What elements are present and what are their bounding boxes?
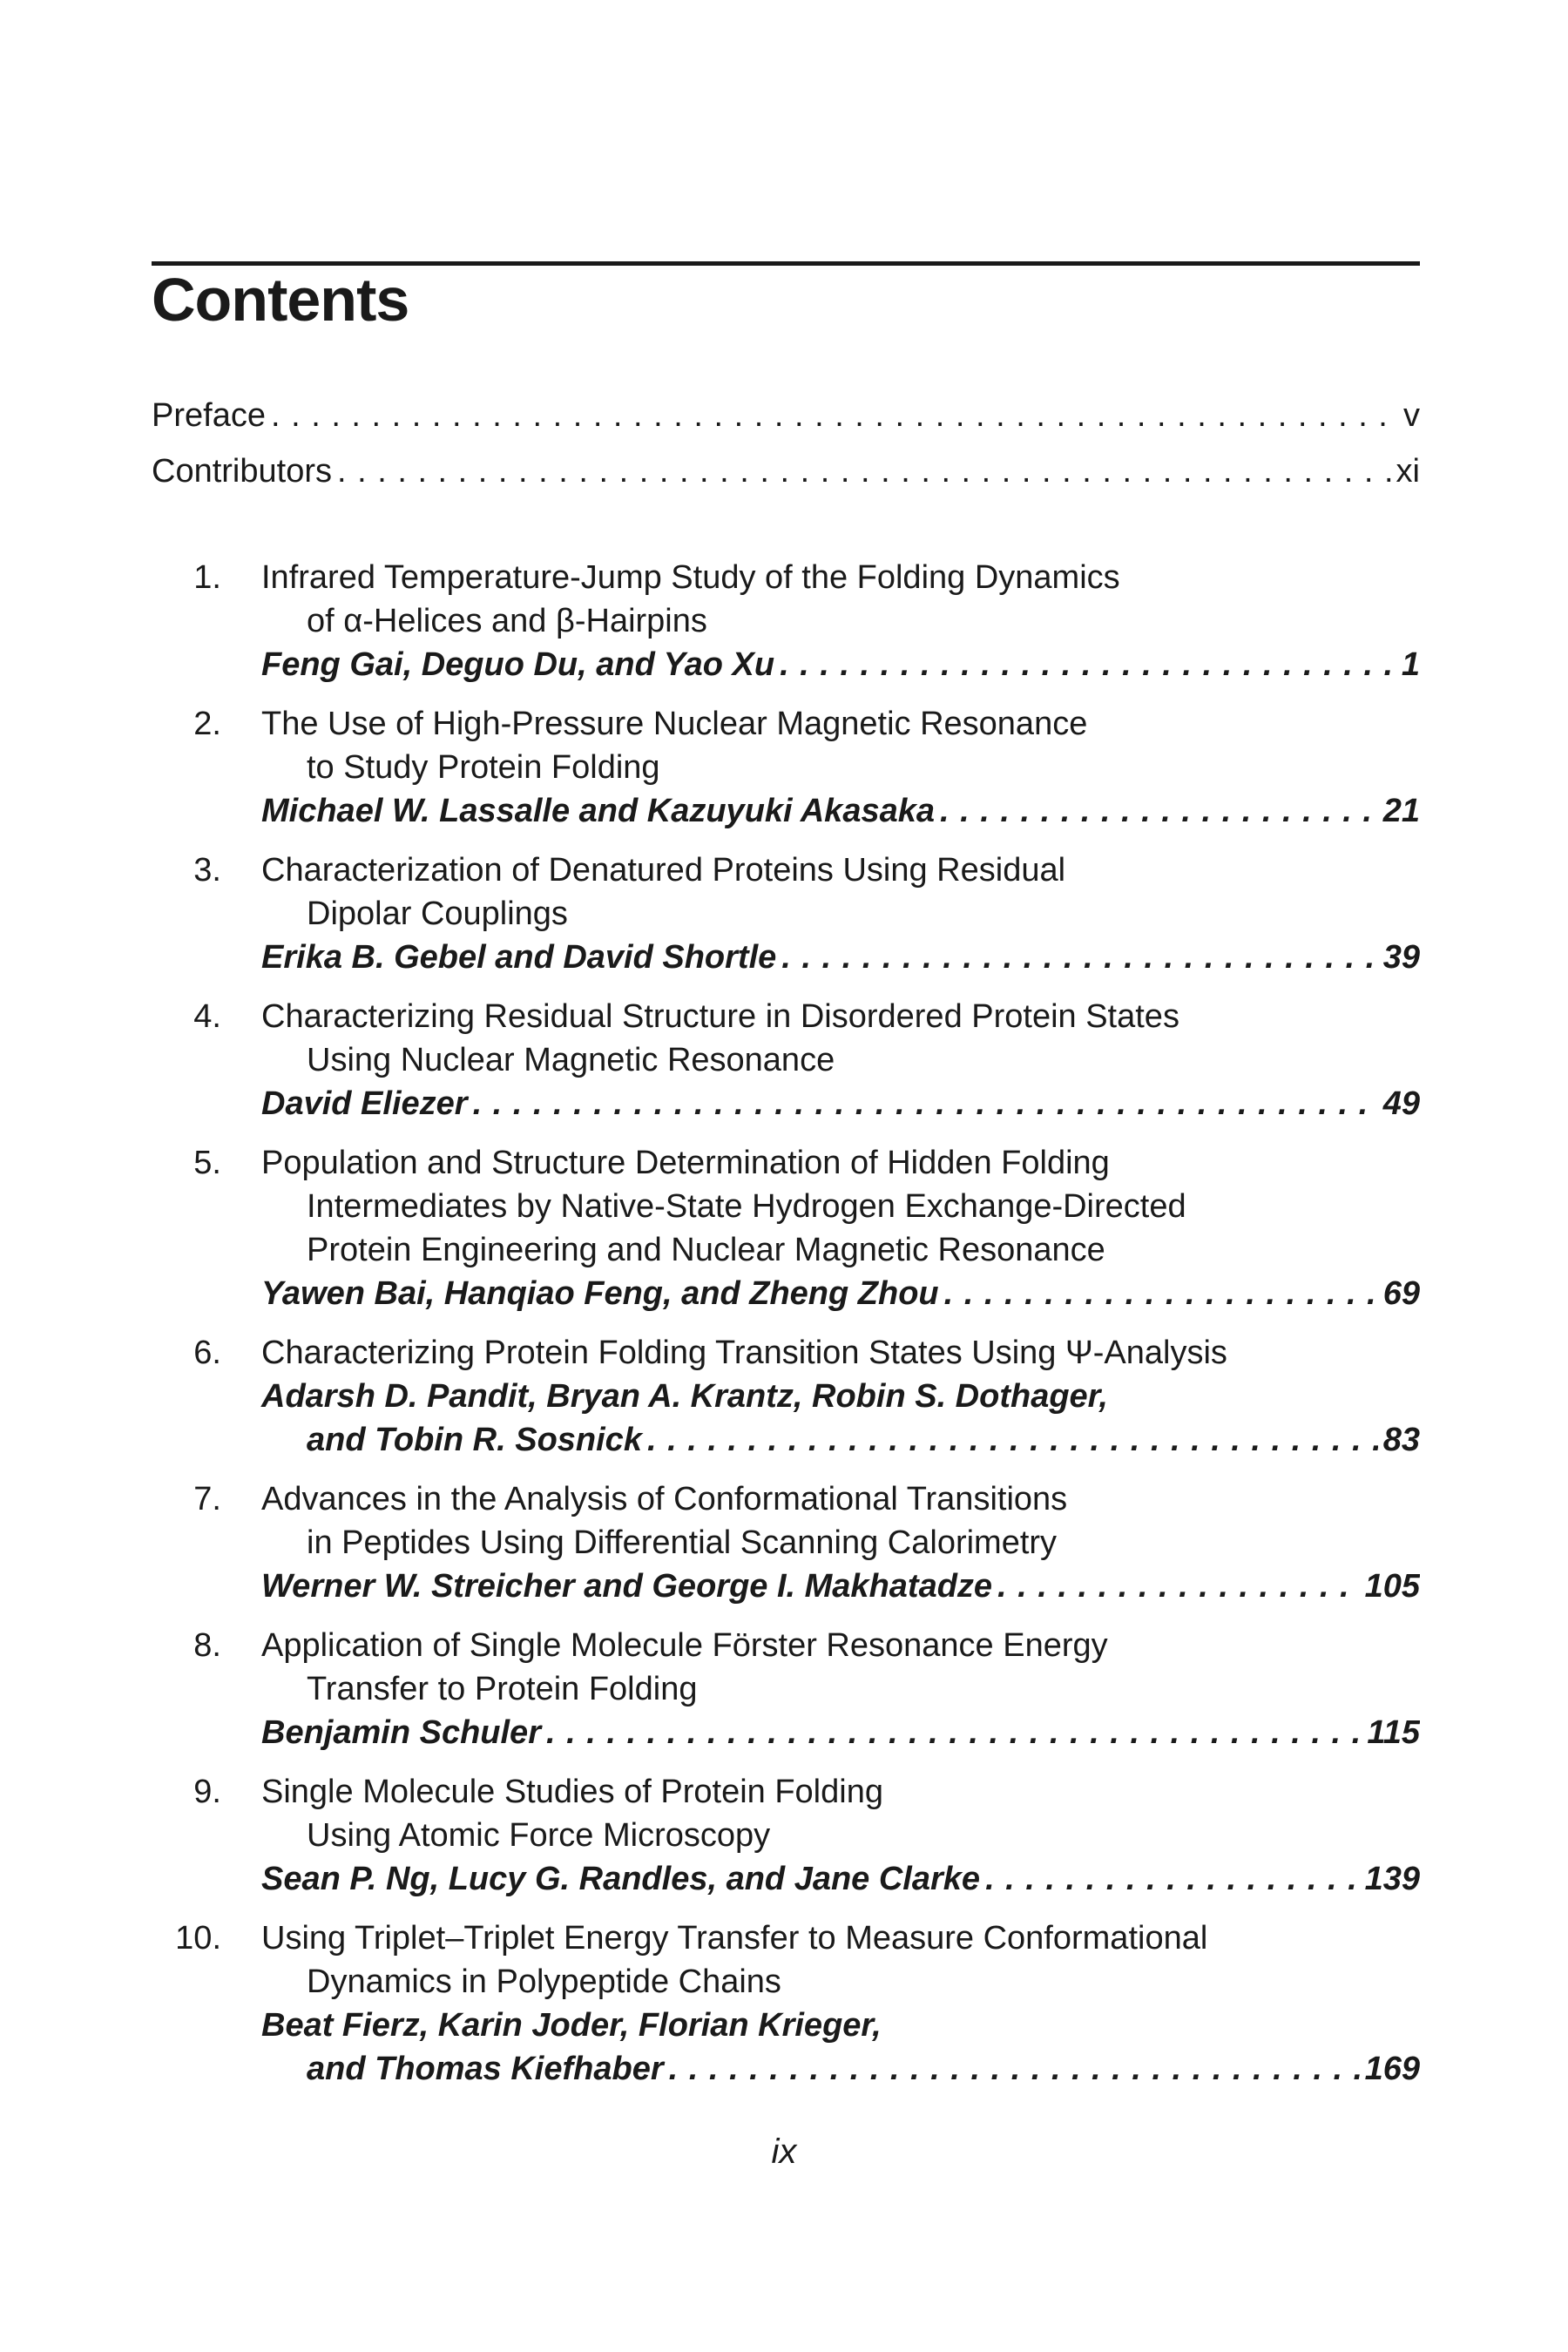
chapter-title-line: Using Triplet–Triplet Energy Transfer to Measure Conformational: [261, 1920, 1208, 1957]
chapter-entry: [152, 1141, 1420, 1315]
chapter-number: 4.: [193, 998, 221, 1035]
chapter-entry: [152, 556, 1420, 686]
chapter-authors-line: [261, 1857, 1420, 1901]
chapter-number: 2.: [193, 706, 221, 742]
chapter-title-line: Intermediates by Native-State Hydrogen Exchange-Directed: [307, 1188, 1186, 1225]
chapter-authors-line: [261, 1082, 1420, 1125]
toc-entry-preface: [152, 394, 1420, 437]
chapter-entry: [152, 1624, 1420, 1754]
chapter-title-line: Characterizing Protein Folding Transition States Using Ψ-Analysis: [261, 1335, 1227, 1371]
chapter-authors-line: [261, 936, 1420, 979]
chapter-authors-line: [261, 1711, 1420, 1754]
dot-leader: [781, 936, 1377, 979]
chapter-number: 6.: [193, 1335, 221, 1371]
chapter-authors: Beat Fierz, Karin Joder, Florian Krieger,: [261, 2007, 882, 2044]
chapter-title-line: Dipolar Couplings: [307, 896, 568, 932]
chapter-authors: Erika B. Gebel and David Shortle: [261, 936, 781, 979]
chapter-page-number: 49: [1378, 1082, 1420, 1125]
chapter-entry: [152, 995, 1420, 1125]
chapter-page-number: 105: [1360, 1565, 1420, 1608]
page-title: Contents: [152, 266, 409, 334]
chapter-entry: [152, 1916, 1420, 2091]
chapter-entry: [152, 848, 1420, 979]
dot-leader: [271, 394, 1398, 437]
toc-entry-label: Preface: [152, 394, 271, 437]
chapter-authors-line: [261, 2047, 1420, 2091]
chapter-title-line: Protein Engineering and Nuclear Magnetic Resonance: [307, 1232, 1105, 1268]
chapter-title: [261, 848, 1420, 936]
chapter-number: 7.: [193, 1481, 221, 1517]
chapter-authors-line: [261, 789, 1420, 833]
chapter-entry: [152, 1477, 1420, 1608]
chapter-page-number: 139: [1360, 1857, 1420, 1901]
chapter-authors: and Thomas Kiefhaber: [261, 2047, 669, 2091]
chapter-number: 9.: [193, 1774, 221, 1810]
chapter-page-number: 39: [1378, 936, 1420, 979]
dot-leader: [473, 1082, 1378, 1125]
chapter-authors: Sean P. Ng, Lucy G. Randles, and Jane Clarke: [261, 1857, 985, 1901]
chapter-page-number: 169: [1360, 2047, 1420, 2091]
chapter-authors: Adarsh D. Pandit, Bryan A. Krantz, Robin S. Dothager,: [261, 1378, 1108, 1415]
chapter-title: [261, 702, 1420, 789]
chapter-authors-line: [261, 643, 1420, 686]
chapter-title-line: Using Nuclear Magnetic Resonance: [307, 1042, 835, 1078]
chapter-authors: and Tobin R. Sosnick: [261, 1418, 647, 1462]
chapter-title-line: The Use of High-Pressure Nuclear Magnetic Resonance: [261, 706, 1088, 742]
chapter-title: [261, 1477, 1420, 1565]
chapter-title-line: Transfer to Protein Folding: [307, 1671, 698, 1707]
chapter-entry: [152, 1770, 1420, 1901]
chapter-title-line: Using Atomic Force Microscopy: [307, 1817, 771, 1854]
chapter-title-line: Population and Structure Determination of Hidden Folding: [261, 1145, 1110, 1181]
chapter-authors: Benjamin Schuler: [261, 1711, 546, 1754]
chapter-number: 5.: [193, 1145, 221, 1181]
chapter-entry: [152, 702, 1420, 833]
chapter-page-number: 83: [1378, 1418, 1420, 1462]
chapter-number: 3.: [193, 852, 221, 889]
chapter-title-line: Characterizing Residual Structure in Disordered Protein States: [261, 998, 1179, 1035]
toc-entry-label: Contributors: [152, 449, 337, 493]
chapter-list: [152, 556, 1420, 2091]
chapter-number: 10.: [175, 1920, 221, 1957]
chapter-title: [261, 1141, 1420, 1272]
chapter-title-line: in Peptides Using Differential Scanning Calorimetry: [307, 1524, 1058, 1561]
chapter-title: [261, 1916, 1420, 2004]
chapter-number: 8.: [193, 1627, 221, 1664]
toc-entry-page: xi: [1391, 449, 1420, 493]
chapter-title-line: to Study Protein Folding: [307, 749, 660, 786]
page-number: ix: [771, 2132, 797, 2171]
chapter-authors-line: [261, 1418, 1420, 1462]
chapter-authors: Yawen Bai, Hanqiao Feng, and Zheng Zhou: [261, 1272, 944, 1315]
dot-leader: [337, 449, 1391, 493]
dot-leader: [669, 2047, 1360, 2091]
chapter-number: 1.: [193, 559, 221, 596]
chapter-title: [261, 556, 1420, 643]
chapter-title: [261, 1624, 1420, 1711]
dot-leader: [780, 643, 1396, 686]
chapter-title-line: Application of Single Molecule Förster Resonance Energy: [261, 1627, 1108, 1664]
chapter-title-line: Infrared Temperature-Jump Study of the Folding Dynamics: [261, 559, 1120, 596]
chapter-page-number: 69: [1378, 1272, 1420, 1315]
chapter-page-number: 21: [1378, 789, 1420, 833]
contents-list: [152, 394, 1420, 2106]
chapter-entry: [152, 1331, 1420, 1462]
toc-entry-page: v: [1398, 394, 1420, 437]
chapter-title: [261, 995, 1420, 1082]
dot-leader: [997, 1565, 1360, 1608]
chapter-page-number: 115: [1362, 1711, 1420, 1754]
chapter-title: [261, 1770, 1420, 1857]
chapter-authors-line: [261, 1272, 1420, 1315]
dot-leader: [944, 1272, 1378, 1315]
toc-entry-contributors: [152, 449, 1420, 493]
chapter-authors: Werner W. Streicher and George I. Makhatadze: [261, 1565, 997, 1608]
chapter-title-line: Characterization of Denatured Proteins Using Residual: [261, 852, 1066, 889]
chapter-title-line: Advances in the Analysis of Conformational Transitions: [261, 1481, 1068, 1517]
dot-leader: [940, 789, 1378, 833]
chapter-authors: Feng Gai, Deguo Du, and Yao Xu: [261, 643, 780, 686]
chapter-title-line: Single Molecule Studies of Protein Folding: [261, 1774, 883, 1810]
section-gap: [152, 505, 1420, 556]
dot-leader: [985, 1857, 1360, 1901]
chapter-title-line: of α-Helices and β-Hairpins: [307, 603, 707, 639]
chapter-title: [261, 1331, 1420, 1375]
chapter-authors: Michael W. Lassalle and Kazuyuki Akasaka: [261, 789, 940, 833]
chapter-authors: David Eliezer: [261, 1082, 473, 1125]
chapter-title-line: Dynamics in Polypeptide Chains: [307, 1963, 781, 2000]
dot-leader: [546, 1711, 1362, 1754]
dot-leader: [647, 1418, 1378, 1462]
chapter-page-number: 1: [1396, 643, 1420, 686]
chapter-authors-line: [261, 1565, 1420, 1608]
